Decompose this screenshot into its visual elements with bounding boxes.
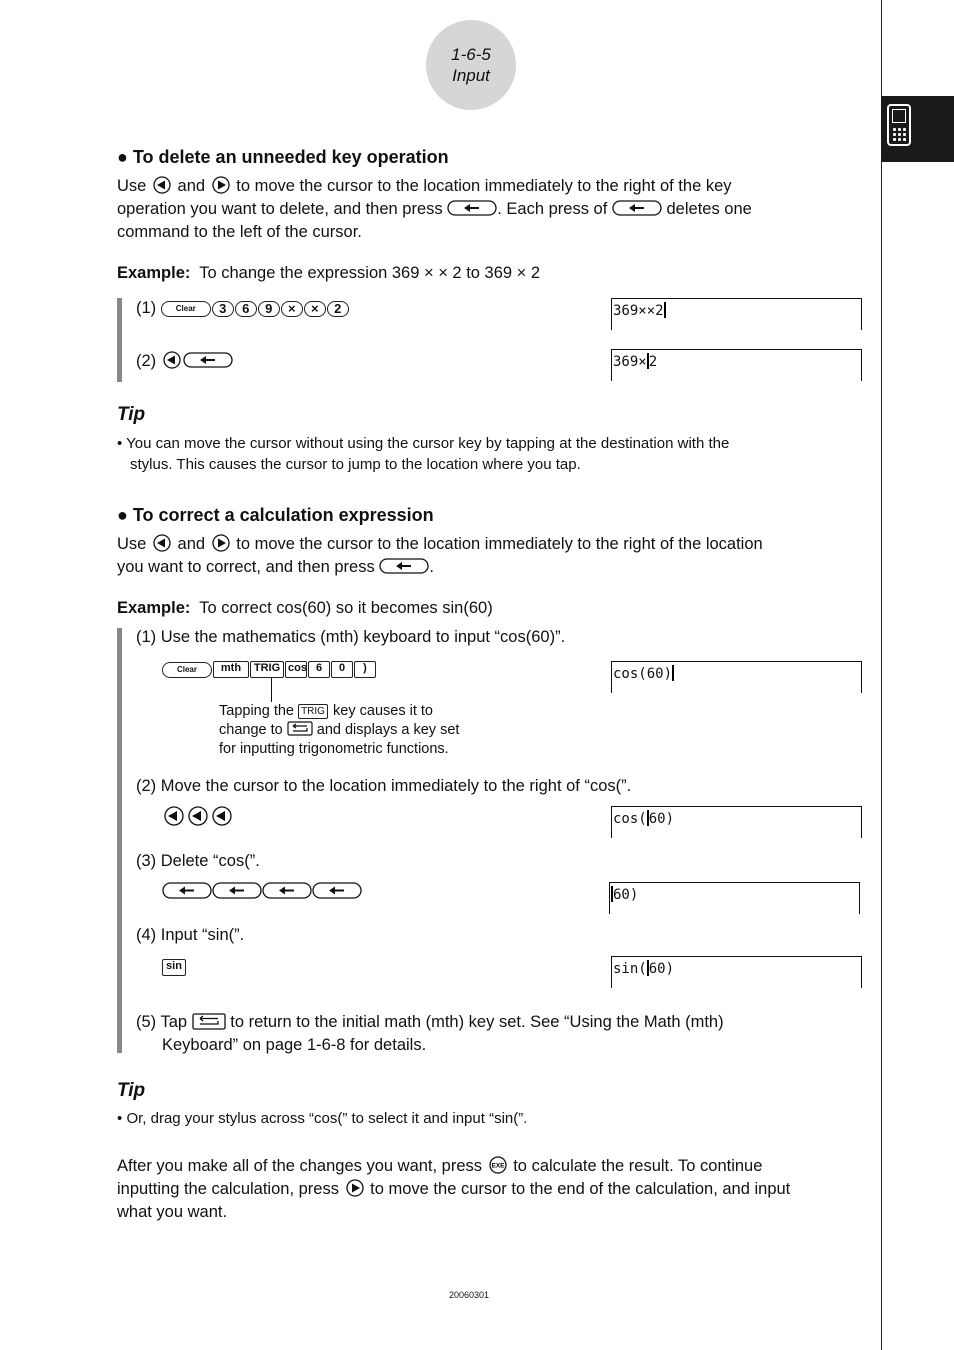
key-3: 3: [212, 301, 234, 317]
svg-text:EXE: EXE: [491, 1162, 505, 1170]
screen-3: cos(60): [611, 661, 862, 693]
correct-heading-text: To correct a calculation expression: [132, 505, 434, 525]
key-9: 9: [258, 301, 280, 317]
correct-step-1-keys: [162, 658, 377, 681]
screen-2: 369× 2: [611, 349, 862, 381]
exe-key-icon: [487, 1156, 509, 1174]
mth-key: mth: [213, 661, 249, 678]
left-arrow-key-icon: [162, 806, 186, 826]
cos-key: cos: [285, 661, 307, 678]
left-arrow-key-icon: [186, 806, 210, 826]
key-6: 6: [308, 661, 330, 678]
key-6: 6: [235, 301, 257, 317]
backspace-key-icon: [162, 882, 212, 899]
screen-1: 369××2: [611, 298, 862, 330]
trig-callout: Tapping the TRIG key causes it to change to and displays a key set for inputting trigonometric functions.: [219, 703, 460, 757]
callout-line: [271, 678, 272, 702]
right-arrow-key-icon: [210, 176, 232, 194]
trig-key: TRIG: [298, 704, 328, 719]
margin-line: [881, 0, 882, 1350]
tip-1-text: • You can move the cursor without using the cursor key by tapping at the destination with the stylus. This causes the cursor to jump to the location where you tap.: [117, 435, 730, 473]
clear-key: Clear: [162, 662, 212, 678]
example-bar: [117, 298, 122, 382]
delete-step-2: (2): [136, 350, 233, 373]
screen-6: sin( 60): [611, 956, 862, 988]
key-2: 2: [327, 301, 349, 317]
trig-key: TRIG: [250, 661, 284, 678]
backspace-key-icon: [183, 352, 233, 368]
delete-example: Example: To change the expression 369 × × 2 to 369 × 2: [117, 264, 541, 282]
right-arrow-key-icon: [344, 1179, 366, 1197]
sin-key: sin: [162, 959, 186, 976]
correct-body: Use and to move the cursor to the location immediately to the right of the location you want to correct, and then press .: [117, 535, 763, 576]
closing-paragraph: After you make all of the changes you want, press EXE to calculate the result. To continue inputting the calculation, press to move the cursor to the end of the calculation, and input what you want.: [117, 1157, 791, 1221]
backspace-key-icon: [262, 882, 312, 899]
screen-5: 60): [609, 882, 860, 914]
left-arrow-key-icon: [151, 534, 173, 552]
correct-step-5: (5) Tap to return to the initial math (mth) key set. See “Using the Math (mth) Keyboard” on page 1-6-8 for details.: [136, 1013, 724, 1054]
delete-body: Use and to move the cursor to the location immediately to the right of the key operation you want to delete, and then press . Each press of deletes one command to the left of the cursor.: [117, 177, 752, 241]
key-multiply: ×: [304, 301, 326, 317]
correct-step-1: (1) Use the mathematics (mth) keyboard to input “cos(60)”.: [136, 628, 566, 646]
left-arrow-key-icon: [151, 176, 173, 194]
correct-step-2: (2) Move the cursor to the location immediately to the right of “cos(”.: [136, 777, 632, 795]
correct-example: Example: To correct cos(60) so it becomes sin(60): [117, 599, 493, 617]
left-arrow-key-icon: [210, 806, 234, 826]
close-paren-key: ): [354, 661, 376, 678]
tip-title: Tip: [117, 1080, 146, 1101]
page-badge: [426, 20, 516, 110]
delete-heading: ● To delete an unneeded key operation: [117, 147, 449, 167]
correct-step-3-keys: [162, 882, 362, 906]
right-arrow-key-icon: [210, 534, 232, 552]
correct-heading: ● To correct a calculation expression: [117, 505, 434, 525]
backspace-key-icon: [379, 558, 429, 574]
backspace-key-icon: [312, 882, 362, 899]
screen-4: cos( 60): [611, 806, 862, 838]
chapter-tab: [881, 96, 954, 162]
key-0: 0: [331, 661, 353, 678]
key-multiply: ×: [281, 301, 303, 317]
correct-step-4: (4) Input “sin(”.: [136, 926, 245, 944]
backspace-key-icon: [612, 200, 662, 216]
delete-step-1: (1) Clear 3 6 9 × × 2: [136, 297, 350, 320]
correct-step-4-keys: [162, 956, 187, 979]
clear-key: Clear: [161, 301, 211, 317]
correct-step-3: (3) Delete “cos(”.: [136, 852, 260, 870]
correct-step-2-keys: [162, 806, 234, 833]
tip-2-text: • Or, drag your stylus across “cos(” to select it and input “sin(”.: [117, 1110, 528, 1127]
page-footer: 20060301: [449, 1290, 490, 1300]
left-arrow-key-icon: [161, 351, 183, 369]
toggle-keyset-icon: [287, 721, 313, 736]
delete-heading-text: To delete an unneeded key operation: [132, 147, 449, 167]
toggle-keyset-icon: [192, 1013, 226, 1030]
backspace-key-icon: [212, 882, 262, 899]
page-number: 1-6-5: [451, 45, 491, 64]
backspace-key-icon: [447, 200, 497, 216]
example-bar: [117, 628, 122, 1053]
tip-title: Tip: [117, 404, 146, 425]
calculator-icon: [887, 104, 911, 146]
page-section: Input: [452, 66, 490, 85]
